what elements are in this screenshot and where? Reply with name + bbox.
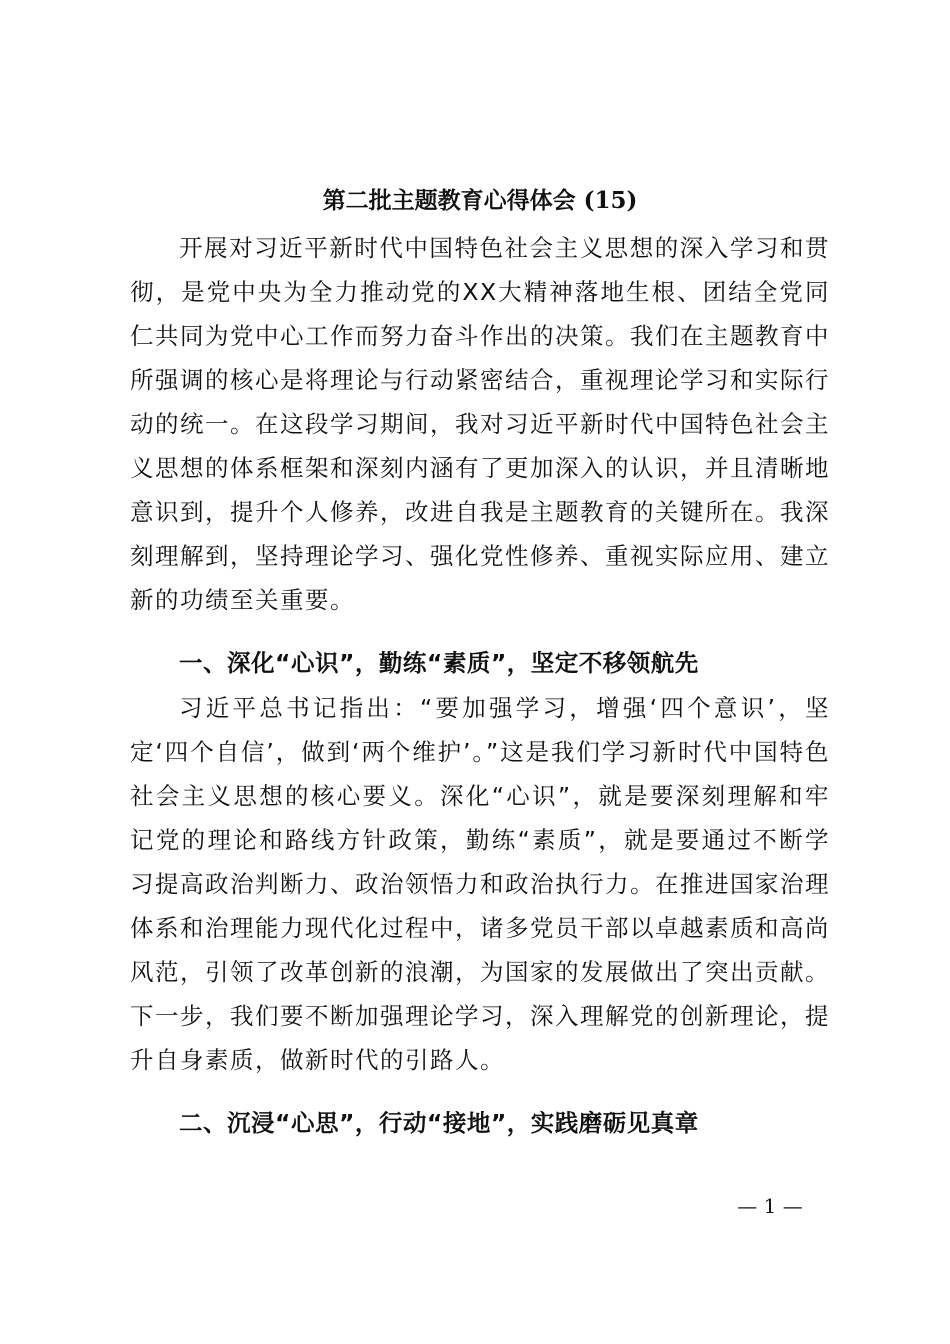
document-title: 第二批主题教育心得体会 (15) — [322, 187, 638, 214]
page-number: — 1 — — [737, 1194, 803, 1218]
intro-paragraph: 开展对习近平新时代中国特色社会主义思想的深入学习和贯彻，是党中央为全力推动党的XX大精神落地生根、团结全党同仁共同为党中心工作而努力奋斗作出的决策。我们在主题教育中所强调的核心是将理论与行动紧密结合，重视理论学习和实际行动的统一。在这段学习期间，我对习近平新时代中国特色社会主义思想的体系框架和深刻内涵有了更加深入的认识，并且清晰地意识到，提升个人修养，改进自我是主题教育的关键所在。我深刻理解到，坚持理论学习、强化党性修养、重视实际应用、建立新的功绩至关重要。 — [130, 234, 830, 614]
section-heading-1: 一、深化“心识”，勤练“素质”，坚定不移领航先 — [179, 649, 699, 677]
section-heading-2: 二、沉浸“心思”，行动“接地”，实践磨砺见真章 — [179, 1109, 699, 1137]
section-1-paragraph: 习近平总书记指出：“要加强学习，增强‘四个意识’，坚定‘四个自信’，做到‘两个维护’。”这是我们学习新时代中国特色社会主义思想的核心要义。深化“心识”，就是要深刻理解和牢记党的理论和路线方针政策，勤练“素质”，就是要通过不断学习提高政治判断力、政治领悟力和政治执行力。在推进国家治理体系和治理能力现代化过程中，诸多党员干部以卓越素质和高尚风范，引领了改革创新的浪潮，为国家的发展做出了突出贡献。下一步，我们要不断加强理论学习，深入理解党的创新理论，提升自身素质，做新时代的引路人。 — [130, 694, 830, 1074]
